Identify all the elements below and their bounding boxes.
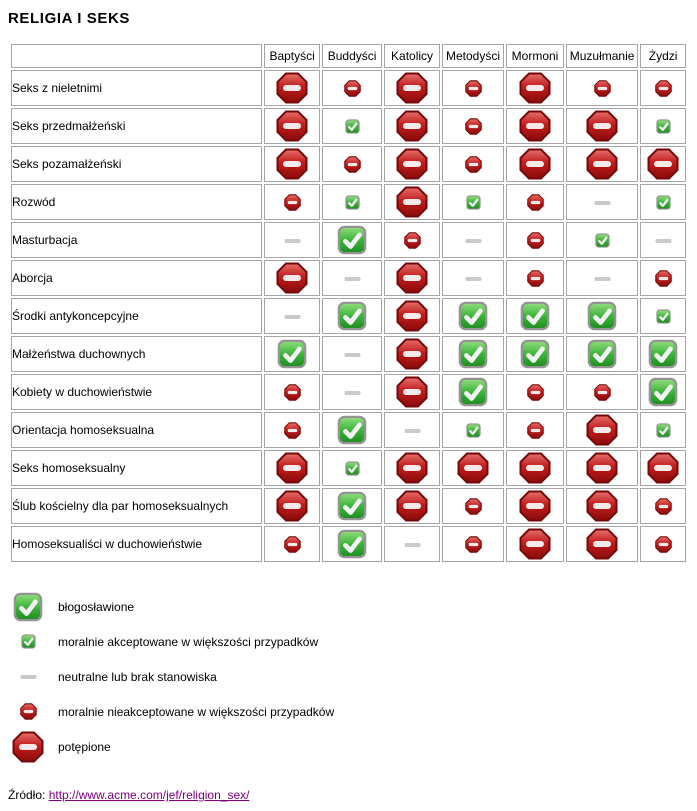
- condemned-icon: [276, 490, 308, 522]
- condemned-icon: [586, 452, 618, 484]
- unaccepted-icon: [655, 536, 672, 553]
- table-cell: [506, 412, 564, 448]
- accepted-icon: [21, 634, 36, 649]
- table-cell: [322, 298, 382, 334]
- blessed-icon: [648, 377, 678, 407]
- table-cell: [384, 298, 440, 334]
- accepted-icon: [656, 309, 671, 324]
- neutral-icon: [284, 314, 301, 320]
- table-cell: [264, 260, 320, 296]
- condemned-icon: [457, 452, 489, 484]
- table-cell: [384, 222, 440, 258]
- unaccepted-icon: [527, 194, 544, 211]
- legend-item: [8, 589, 689, 624]
- condemned-icon: [396, 186, 428, 218]
- table-cell: [506, 108, 564, 144]
- table-cell: [442, 222, 504, 258]
- condemned-icon: [396, 72, 428, 104]
- legend-item: [8, 624, 689, 659]
- condemned-icon: [519, 148, 551, 180]
- condemned-icon: [396, 262, 428, 294]
- unaccepted-icon: [655, 498, 672, 515]
- table-cell: [566, 526, 638, 562]
- row-label: Małżeństwa duchownych: [11, 336, 262, 372]
- table-cell: [566, 184, 638, 220]
- table-cell: [640, 108, 686, 144]
- condemned-icon: [396, 148, 428, 180]
- row-label: Homoseksualiści w duchowieństwie: [11, 526, 262, 562]
- table-cell: [322, 260, 382, 296]
- neutral-icon: [655, 238, 672, 244]
- legend-label: neutralne lub brak stanowiska: [58, 669, 217, 684]
- table-cell: [322, 450, 382, 486]
- table-cell: [506, 488, 564, 524]
- neutral-icon: [284, 238, 301, 244]
- condemned-icon: [586, 110, 618, 142]
- neutral-icon: [344, 352, 361, 358]
- unaccepted-icon: [527, 232, 544, 249]
- table-cell: [640, 450, 686, 486]
- table-cell: [640, 526, 686, 562]
- row-label: Orientacja homoseksualna: [11, 412, 262, 448]
- table-cell: [640, 336, 686, 372]
- blessed-icon: [337, 529, 367, 559]
- unaccepted-icon: [344, 80, 361, 97]
- table-cell: [442, 526, 504, 562]
- unaccepted-icon: [284, 384, 301, 401]
- table-cell: [442, 146, 504, 182]
- accepted-icon: [466, 423, 481, 438]
- row-label: Seks z nieletnimi: [11, 70, 262, 106]
- table-cell: [566, 146, 638, 182]
- condemned-icon: [519, 490, 551, 522]
- unaccepted-icon: [465, 118, 482, 135]
- table-cell: [506, 222, 564, 258]
- legend-item: [8, 659, 689, 694]
- column-header-3: Metodyści: [442, 44, 504, 68]
- unaccepted-icon: [404, 232, 421, 249]
- blessed-icon: [458, 377, 488, 407]
- condemned-icon: [276, 72, 308, 104]
- accepted-icon: [656, 423, 671, 438]
- source-label: Źródło:: [8, 788, 46, 802]
- neutral-icon: [404, 542, 421, 548]
- table-cell: [640, 222, 686, 258]
- table-cell: [322, 146, 382, 182]
- condemned-icon: [519, 452, 551, 484]
- table-cell: [640, 260, 686, 296]
- condemned-icon: [586, 414, 618, 446]
- unaccepted-icon: [465, 80, 482, 97]
- table-cell: [566, 450, 638, 486]
- column-header-2: Katolicy: [384, 44, 440, 68]
- table-cell: [264, 70, 320, 106]
- unaccepted-icon: [284, 194, 301, 211]
- table-cell: [506, 526, 564, 562]
- table-cell: [566, 374, 638, 410]
- condemned-icon: [396, 490, 428, 522]
- condemned-icon: [586, 148, 618, 180]
- blessed-icon: [13, 592, 43, 622]
- table-cell: [640, 298, 686, 334]
- neutral-icon: [344, 276, 361, 282]
- table-cell: [322, 108, 382, 144]
- unaccepted-icon: [344, 156, 361, 173]
- legend-label: potępione: [58, 739, 111, 754]
- unaccepted-icon: [655, 270, 672, 287]
- table-cell: [442, 70, 504, 106]
- neutral-icon: [594, 276, 611, 282]
- table-cell: [264, 412, 320, 448]
- legend-item: [8, 694, 689, 729]
- table-cell: [442, 298, 504, 334]
- unaccepted-icon: [655, 80, 672, 97]
- row-label: Seks homoseksualny: [11, 450, 262, 486]
- table-cell: [506, 336, 564, 372]
- table-cell: [264, 184, 320, 220]
- condemned-icon: [519, 72, 551, 104]
- table-cell: [566, 260, 638, 296]
- table-cell: [566, 222, 638, 258]
- row-label: Kobiety w duchowieństwie: [11, 374, 262, 410]
- legend-icon-slot: [10, 634, 46, 649]
- header-row: [11, 44, 686, 68]
- condemned-icon: [276, 110, 308, 142]
- blessed-icon: [337, 491, 367, 521]
- table-row: [11, 336, 686, 372]
- table-cell: [506, 298, 564, 334]
- table-cell: [264, 526, 320, 562]
- table-row: [11, 184, 686, 220]
- table-cell: [442, 184, 504, 220]
- column-header-6: Żydzi: [640, 44, 686, 68]
- column-header-1: Buddyści: [322, 44, 382, 68]
- unaccepted-icon: [594, 80, 611, 97]
- unaccepted-icon: [465, 536, 482, 553]
- table-cell: [384, 412, 440, 448]
- table-row: [11, 108, 686, 144]
- table-cell: [566, 488, 638, 524]
- table-cell: [384, 526, 440, 562]
- table-row: [11, 450, 686, 486]
- table-row: [11, 222, 686, 258]
- condemned-icon: [396, 110, 428, 142]
- condemned-icon: [647, 148, 679, 180]
- table-cell: [566, 412, 638, 448]
- blessed-icon: [648, 339, 678, 369]
- blessed-icon: [277, 339, 307, 369]
- unaccepted-icon: [527, 270, 544, 287]
- table-cell: [384, 184, 440, 220]
- blessed-icon: [587, 301, 617, 331]
- table-row: [11, 526, 686, 562]
- legend-icon-slot: [10, 731, 46, 763]
- table-cell: [640, 488, 686, 524]
- condemned-icon: [276, 452, 308, 484]
- table-cell: [442, 108, 504, 144]
- row-label: Rozwód: [11, 184, 262, 220]
- neutral-icon: [465, 276, 482, 282]
- table-cell: [640, 412, 686, 448]
- table-cell: [566, 108, 638, 144]
- table-cell: [322, 412, 382, 448]
- neutral-icon: [20, 674, 37, 680]
- table-cell: [640, 374, 686, 410]
- condemned-icon: [396, 338, 428, 370]
- row-label: Seks pozamałżeński: [11, 146, 262, 182]
- table-cell: [506, 374, 564, 410]
- table-cell: [442, 488, 504, 524]
- blessed-icon: [520, 301, 550, 331]
- table-row: [11, 260, 686, 296]
- column-header-4: Mormoni: [506, 44, 564, 68]
- table-cell: [506, 146, 564, 182]
- legend-label: moralnie akceptowane w większości przypadków: [58, 634, 319, 649]
- table-cell: [506, 184, 564, 220]
- unaccepted-icon: [284, 422, 301, 439]
- legend-icon-slot: [10, 592, 46, 622]
- table-cell: [442, 450, 504, 486]
- column-header-0: Baptyści: [264, 44, 320, 68]
- table-row: [11, 146, 686, 182]
- legend-icon-slot: [10, 703, 46, 720]
- condemned-icon: [396, 452, 428, 484]
- neutral-icon: [344, 390, 361, 396]
- table-cell: [442, 336, 504, 372]
- blessed-icon: [587, 339, 617, 369]
- blessed-icon: [337, 301, 367, 331]
- condemned-icon: [586, 528, 618, 560]
- accepted-icon: [345, 461, 360, 476]
- corner-cell: [11, 44, 262, 68]
- unaccepted-icon: [527, 422, 544, 439]
- row-label: Aborcja: [11, 260, 262, 296]
- row-label: Środki antykoncepcyjne: [11, 298, 262, 334]
- religion-sex-table: [8, 41, 689, 565]
- table-cell: [322, 336, 382, 372]
- page-title: RELIGIA I SEKS: [8, 10, 131, 27]
- table-cell: [322, 222, 382, 258]
- source-link[interactable]: http://www.acme.com/jef/religion_sex/: [48, 788, 250, 802]
- table-cell: [506, 260, 564, 296]
- table-cell: [384, 336, 440, 372]
- table-cell: [384, 146, 440, 182]
- condemned-icon: [519, 528, 551, 560]
- accepted-icon: [345, 195, 360, 210]
- table-cell: [442, 412, 504, 448]
- table-cell: [322, 374, 382, 410]
- unaccepted-icon: [527, 384, 544, 401]
- table-cell: [566, 336, 638, 372]
- table-cell: [322, 70, 382, 106]
- legend-icon-slot: [10, 674, 46, 680]
- table-cell: [264, 374, 320, 410]
- blessed-icon: [458, 301, 488, 331]
- neutral-icon: [465, 238, 482, 244]
- table-cell: [384, 70, 440, 106]
- unaccepted-icon: [20, 703, 37, 720]
- source-line: [8, 788, 689, 802]
- blessed-icon: [337, 225, 367, 255]
- unaccepted-icon: [465, 156, 482, 173]
- condemned-icon: [276, 262, 308, 294]
- table-cell: [640, 146, 686, 182]
- table-row: [11, 488, 686, 524]
- row-label: Seks przedmałżeński: [11, 108, 262, 144]
- table-cell: [264, 450, 320, 486]
- table-cell: [384, 488, 440, 524]
- legend: [8, 589, 689, 764]
- table-cell: [442, 374, 504, 410]
- table-row: [11, 298, 686, 334]
- table-row: [11, 70, 686, 106]
- condemned-icon: [276, 148, 308, 180]
- column-header-5: Muzułmanie: [566, 44, 638, 68]
- blessed-icon: [458, 339, 488, 369]
- condemned-icon: [396, 376, 428, 408]
- table-row: [11, 412, 686, 448]
- accepted-icon: [595, 233, 610, 248]
- table-cell: [264, 336, 320, 372]
- table-cell: [566, 70, 638, 106]
- table-cell: [322, 526, 382, 562]
- unaccepted-icon: [284, 536, 301, 553]
- table-cell: [640, 70, 686, 106]
- accepted-icon: [345, 119, 360, 134]
- table-cell: [506, 450, 564, 486]
- table-cell: [264, 108, 320, 144]
- table-cell: [506, 70, 564, 106]
- legend-label: błogosławione: [58, 599, 135, 614]
- unaccepted-icon: [594, 384, 611, 401]
- table-cell: [322, 488, 382, 524]
- table-cell: [264, 488, 320, 524]
- neutral-icon: [594, 200, 611, 206]
- condemned-icon: [12, 731, 44, 763]
- condemned-icon: [396, 300, 428, 332]
- row-label: Ślub kościelny dla par homoseksualnych: [11, 488, 262, 524]
- condemned-icon: [519, 110, 551, 142]
- table-cell: [384, 108, 440, 144]
- table-cell: [640, 184, 686, 220]
- blessed-icon: [520, 339, 550, 369]
- accepted-icon: [466, 195, 481, 210]
- blessed-icon: [337, 415, 367, 445]
- table-cell: [384, 260, 440, 296]
- legend-item: [8, 729, 689, 764]
- unaccepted-icon: [465, 498, 482, 515]
- table-row: [11, 374, 686, 410]
- table-cell: [264, 298, 320, 334]
- table-cell: [384, 450, 440, 486]
- legend-label: moralnie nieakceptowane w większości przypadków: [58, 704, 335, 719]
- table-cell: [442, 260, 504, 296]
- neutral-icon: [404, 428, 421, 434]
- condemned-icon: [586, 490, 618, 522]
- condemned-icon: [647, 452, 679, 484]
- table-cell: [264, 222, 320, 258]
- row-label: Masturbacja: [11, 222, 262, 258]
- table-cell: [566, 298, 638, 334]
- accepted-icon: [656, 195, 671, 210]
- table-cell: [322, 184, 382, 220]
- table-cell: [384, 374, 440, 410]
- accepted-icon: [656, 119, 671, 134]
- table-cell: [264, 146, 320, 182]
- table-body: [11, 70, 686, 562]
